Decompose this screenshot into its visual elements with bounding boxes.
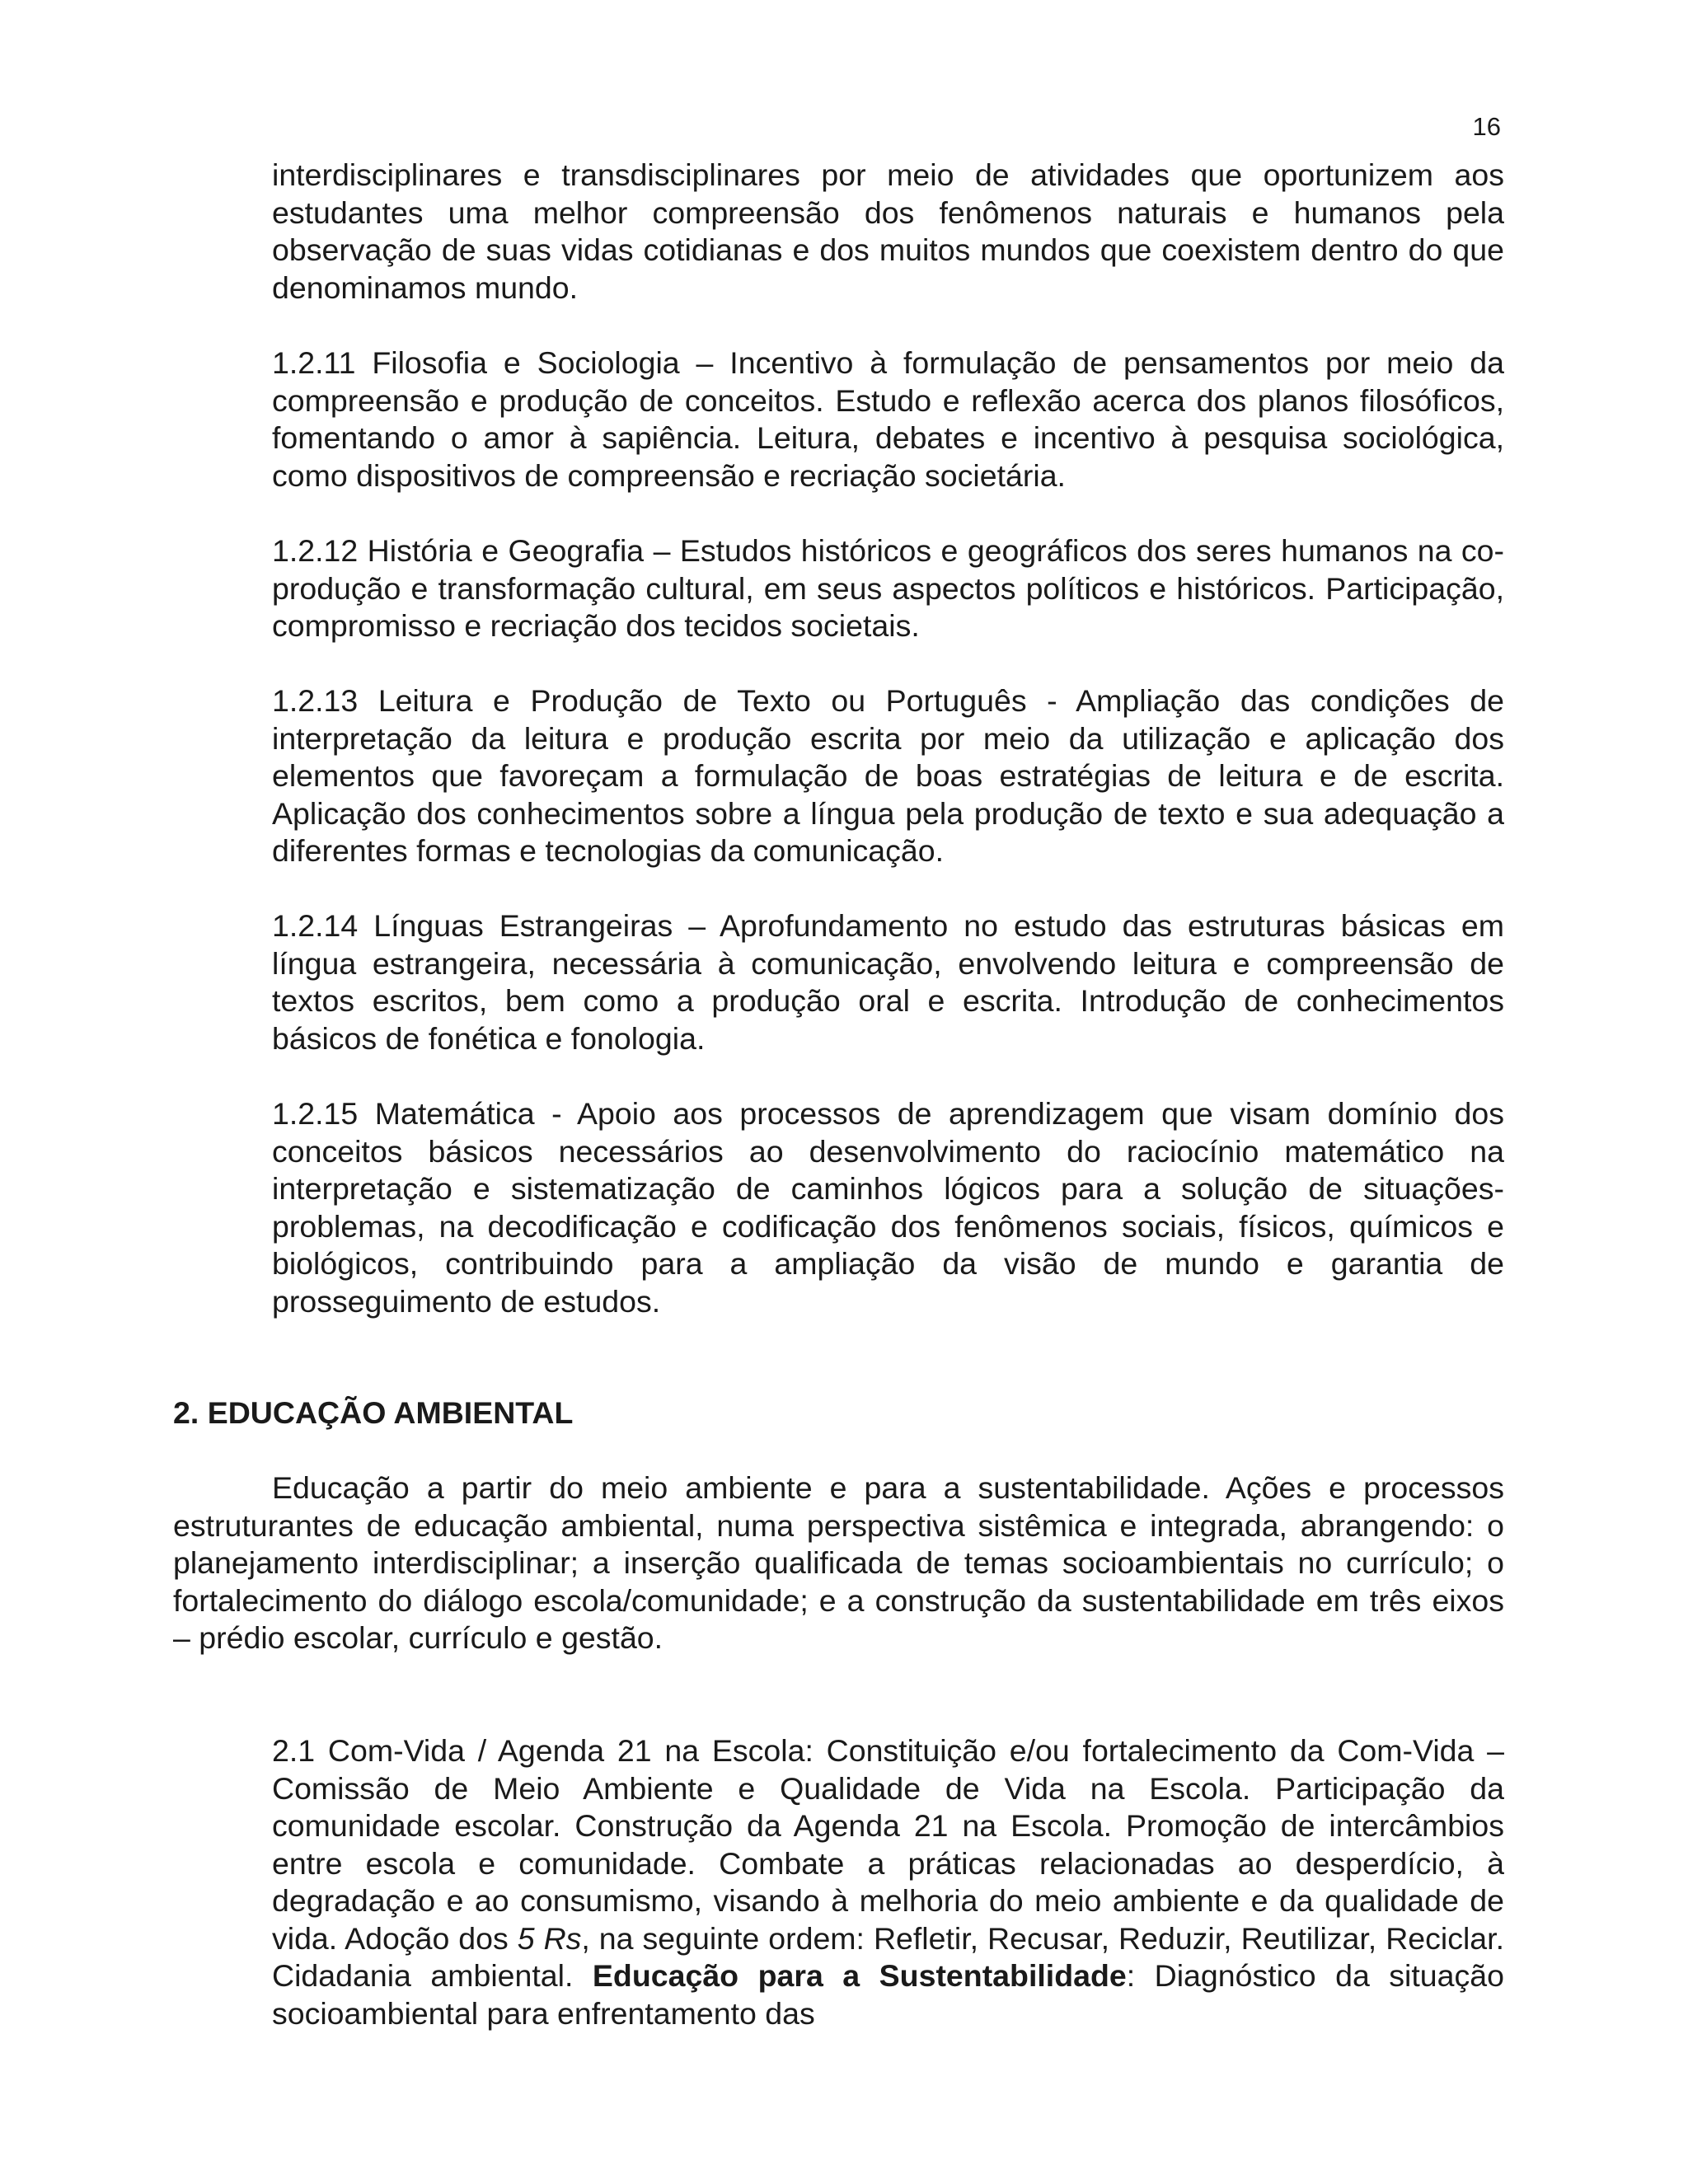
section-2-1-bold-sustentabilidade: Educação para a Sustentabilidade xyxy=(592,1958,1127,1993)
intro-paragraph: interdisciplinares e transdisciplinares por meio de atividades que oportunizem aos estudantes uma melhor compreensão dos fenômenos naturais e humanos pela observação de suas vidas cotidianas e dos muitos mundos que coexistem dentro do que denominamos mundo. xyxy=(272,157,1504,305)
section-1-2-12-paragraph: 1.2.12 História e Geografia – Estudos históricos e geográficos dos seres humanos na co-produção e transformação cultural, em seus aspectos políticos e históricos. Participação, compromisso e recriação dos tecidos societais. xyxy=(272,533,1504,643)
page-number: 16 xyxy=(1472,112,1501,141)
section-2-1-text-part1: 2.1 Com-Vida / Agenda 21 na Escola: Constituição e/ou fortalecimento da Com-Vida – Comissão de Meio Ambiente e Qualidade de Vida na Escola. Participação da comunidade escolar. Construção da Agenda 21 na Escola. Promoção de intercâmbios entre escola e comunidade. Combate a práticas relacionadas ao desperdício, à degradação e ao consumismo, visando à melhoria do meio ambiente e da qualidade de vida. Adoção dos xyxy=(272,1733,1504,1956)
section-2-heading: 2. EDUCAÇÃO AMBIENTAL xyxy=(173,1395,574,1430)
section-1-2-14-paragraph: 1.2.14 Línguas Estrangeiras – Aprofundamento no estudo das estruturas básicas em língua estrangeira, necessária à comunicação, envolvendo leitura e compreensão de textos escritos, bem como a produção oral e escrita. Introdução de conhecimentos básicos de fonética e fonologia. xyxy=(272,908,1504,1056)
section-2-1-text-part3: : Diagnóstico da situação socioambiental para enfrentamento das xyxy=(272,1958,1504,2031)
section-2-intro-paragraph: Educação a partir do meio ambiente e para a sustentabilidade. Ações e processos estruturantes de educação ambiental, numa perspectiva sistêmica e integrada, abrangendo: o planejamento interdisciplinar; a inserção qualificada de temas socioambientais no currículo; o fortalecimento do diálogo escola/comunidade; e a construção da sustentabilidade em três eixos – prédio escolar, currículo e gestão. xyxy=(173,1470,1504,1655)
section-2-1-paragraph xyxy=(272,1732,1504,2032)
section-2-1-italic-5rs: 5 Rs xyxy=(517,1920,582,1956)
section-1-2-15-paragraph: 1.2.15 Matemática - Apoio aos processos de aprendizagem que visam domínio dos conceitos básicos necessários ao desenvolvimento do raciocínio matemático na interpretação e sistematização de caminhos lógicos para a solução de situações-problemas, na decodificação e codificação dos fenômenos sociais, físicos, químicos e biológicos, contribuindo para a ampliação da visão de mundo e garantia de prosseguimento de estudos. xyxy=(272,1096,1504,1319)
section-2-1-text-part2: , na seguinte ordem: Refletir, Recusar, Reduzir, Reutilizar, Reciclar. Cidadania ambiental. xyxy=(272,1920,1504,1993)
section-1-2-11-paragraph: 1.2.11 Filosofia e Sociologia – Incentivo à formulação de pensamentos por meio da compreensão e produção de conceitos. Estudo e reflexão acerca dos planos filosóficos, fomentando o amor à sapiência. Leitura, debates e incentivo à pesquisa sociológica, como dispositivos de compreensão e recriação societária. xyxy=(272,345,1504,493)
section-1-2-13-paragraph: 1.2.13 Leitura e Produção de Texto ou Português - Ampliação das condições de interpretação da leitura e produção escrita por meio da utilização e aplicação dos elementos que favoreçam a formulação de boas estratégias de leitura e de escrita. Aplicação dos conhecimentos sobre a língua pela produção de texto e sua adequação a diferentes formas e tecnologias da comunicação. xyxy=(272,683,1504,868)
